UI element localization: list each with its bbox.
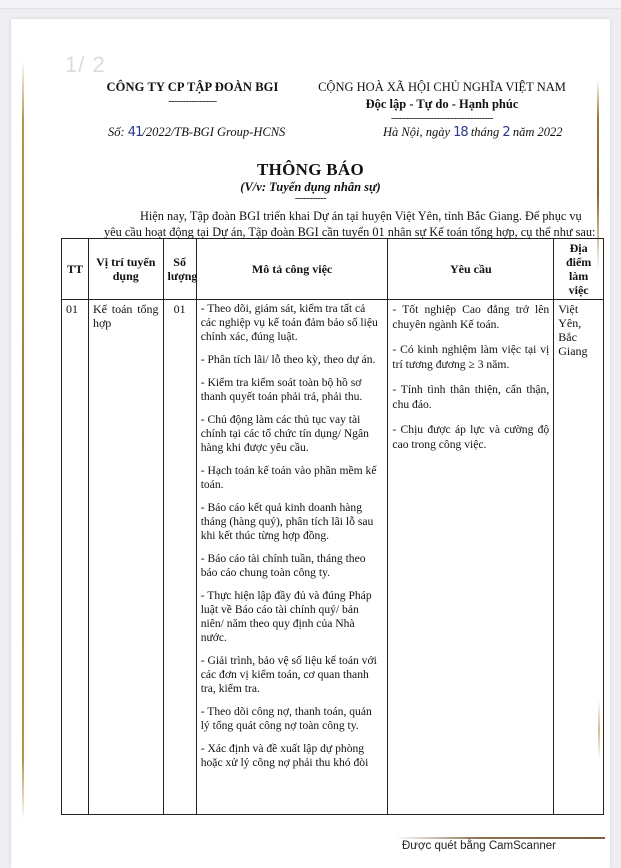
description-item: - Báo cáo kết quả kinh doanh hàng tháng (hàng quý), phân tích lãi lỗ sau khi kết thúc từng hợp đồng.	[200, 501, 374, 542]
document-title: THÔNG BÁO	[256, 160, 365, 179]
scan-edge-shadow	[395, 837, 605, 839]
doc-number-handwritten: 41	[127, 125, 143, 140]
document-subject: (V/v: Tuyển dụng nhân sự)	[240, 180, 381, 194]
document-date	[383, 125, 562, 140]
subject-underline: -----------	[294, 193, 327, 204]
date-day-handwritten: 18	[453, 125, 468, 140]
date-prefix: Hà Nội, ngày	[383, 125, 454, 139]
page-indicator: 1/ 2	[65, 52, 106, 77]
description-item: - Chủ động làm các thủ tục vay tài chính tại các tổ chức tín dụng/ Ngân hàng khi được yêu cầu.	[200, 413, 369, 454]
header-requirements: Yêu cầu	[388, 239, 554, 300]
company-name: CÔNG TY CP TẬP ĐOÀN BGI	[106, 80, 279, 94]
header-description: Mô tả công việc	[196, 239, 388, 300]
nation-title: CỘNG HOÀ XÃ HỘI CHỦ NGHĨA VIỆT NAM	[318, 80, 566, 94]
camscanner-watermark: Được quét bằng CamScanner	[402, 840, 556, 852]
description-item: - Giải trình, bảo vệ số liệu kế toán với các đơn vị kiểm toán, cơ quan thanh tra, kiểm tra.	[200, 654, 377, 695]
doc-number-prefix: Số:	[108, 125, 128, 139]
recruitment-table	[61, 238, 604, 815]
issuer-block	[100, 80, 285, 107]
header-quantity: Số lượng	[163, 239, 196, 300]
date-suffix: năm 2022	[509, 125, 563, 139]
cell-quantity: 01	[163, 300, 196, 815]
cell-location: Việt Yên, Bắc Giang	[554, 300, 604, 815]
requirement-item: - Chịu được áp lực và cường độ cao trong công việc.	[392, 423, 550, 451]
header-location: Địa điểm làm việc	[554, 239, 604, 300]
description-item: - Báo cáo tài chính tuần, tháng theo báo cáo chung toàn công ty.	[200, 552, 366, 579]
header-tt: TT	[62, 239, 89, 300]
requirement-item: - Tính tình thân thiện, cẩn thận, chu đáo.	[392, 383, 550, 411]
doc-number-suffix: /2022/TB-BGI Group-HCNS	[142, 125, 286, 139]
cell-position	[88, 300, 163, 815]
description-item: - Theo dõi công nợ, thanh toán, quản lý tổng quát công nợ toàn công ty.	[200, 705, 372, 732]
date-month-handwritten: 2	[502, 125, 510, 140]
description-item: - Hạch toán kế toán vào phần mềm kế toán.	[200, 464, 377, 491]
header-position: Vị trí tuyển dụng	[88, 239, 163, 300]
description-item: - Thực hiện lập đầy đủ và đúng Pháp luật về Báo cáo tài chính quý/ bán niên/ năm theo quy định của Nhà nước.	[200, 589, 372, 644]
description-item: - Theo dõi, giám sát, kiểm tra tất cả các nghiệp vụ kế toán đảm bảo số liệu chính xác, đúng luật.	[200, 302, 378, 343]
intro-line-2: yêu cầu hoạt động tại Dự án, Tập đoàn BGI cần tuyển 01 nhân sự Kế toán tổng hợp, cụ thể như sau:	[104, 225, 596, 239]
date-mid: tháng	[467, 125, 503, 139]
intro-line-1: Hiện nay, Tập đoàn BGI triển khai Dự án tại huyện Việt Yên, tỉnh Bắc Giang. Để phục vụ	[140, 209, 582, 223]
description-item: - Phân tích lãi/ lỗ theo kỳ, theo dự án.	[200, 353, 376, 366]
description-item: - Kiểm tra kiểm soát toàn bộ hồ sơ thanh quyết toán phải trả, phải thu.	[200, 376, 363, 403]
national-motto: Độc lập - Tự do - Hạnh phúc	[365, 97, 519, 111]
requirement-item: - Có kinh nghiệm làm việc tại vị trí tương đương ≥ 3 năm.	[392, 343, 550, 371]
position-text: Kế toán tổng hợp	[92, 302, 159, 330]
document-number	[108, 125, 285, 140]
cell-tt: 01	[62, 300, 89, 815]
description-item: - Xác định và đề xuất lập dự phòng hoặc xử lý công nợ phải thu khó đòi	[200, 742, 369, 769]
requirement-item: - Tốt nghiệp Cao đẳng trở lên chuyên ngành Kế toán.	[392, 303, 550, 331]
table-header-row	[62, 239, 604, 300]
viewer-top-bar	[0, 0, 621, 9]
motto-underline: ------------------------------------	[391, 113, 493, 124]
company-underline: -----------------	[168, 96, 217, 107]
cell-description	[196, 300, 388, 815]
national-header	[312, 80, 572, 124]
cell-requirements	[388, 300, 554, 815]
table-row	[62, 300, 604, 815]
intro-paragraph	[104, 208, 599, 240]
